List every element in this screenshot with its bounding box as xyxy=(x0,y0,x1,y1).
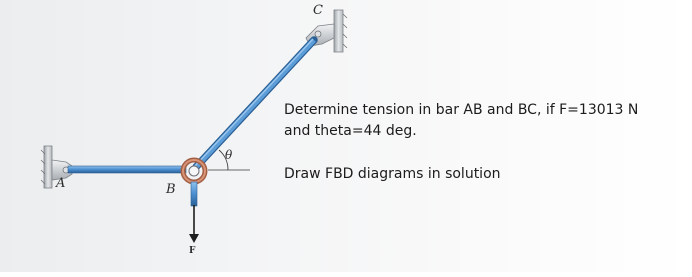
problem-line-1: Determine tension in bar AB and BC, if F=13013 N xyxy=(284,102,639,118)
force-f-arrowhead xyxy=(189,234,199,243)
load-rod xyxy=(191,182,197,206)
label-force-f: F xyxy=(189,246,196,256)
problem-statement xyxy=(284,100,684,185)
label-a: A xyxy=(56,176,66,191)
bar-ab xyxy=(68,166,186,173)
problem-line-3: Draw FBD diagrams in solution xyxy=(284,166,501,182)
joint-ring-b xyxy=(183,160,205,182)
label-c: C xyxy=(313,3,323,18)
label-theta: θ xyxy=(225,148,233,162)
problem-line-2: and theta=44 deg. xyxy=(284,123,417,139)
label-b: B xyxy=(166,182,176,197)
